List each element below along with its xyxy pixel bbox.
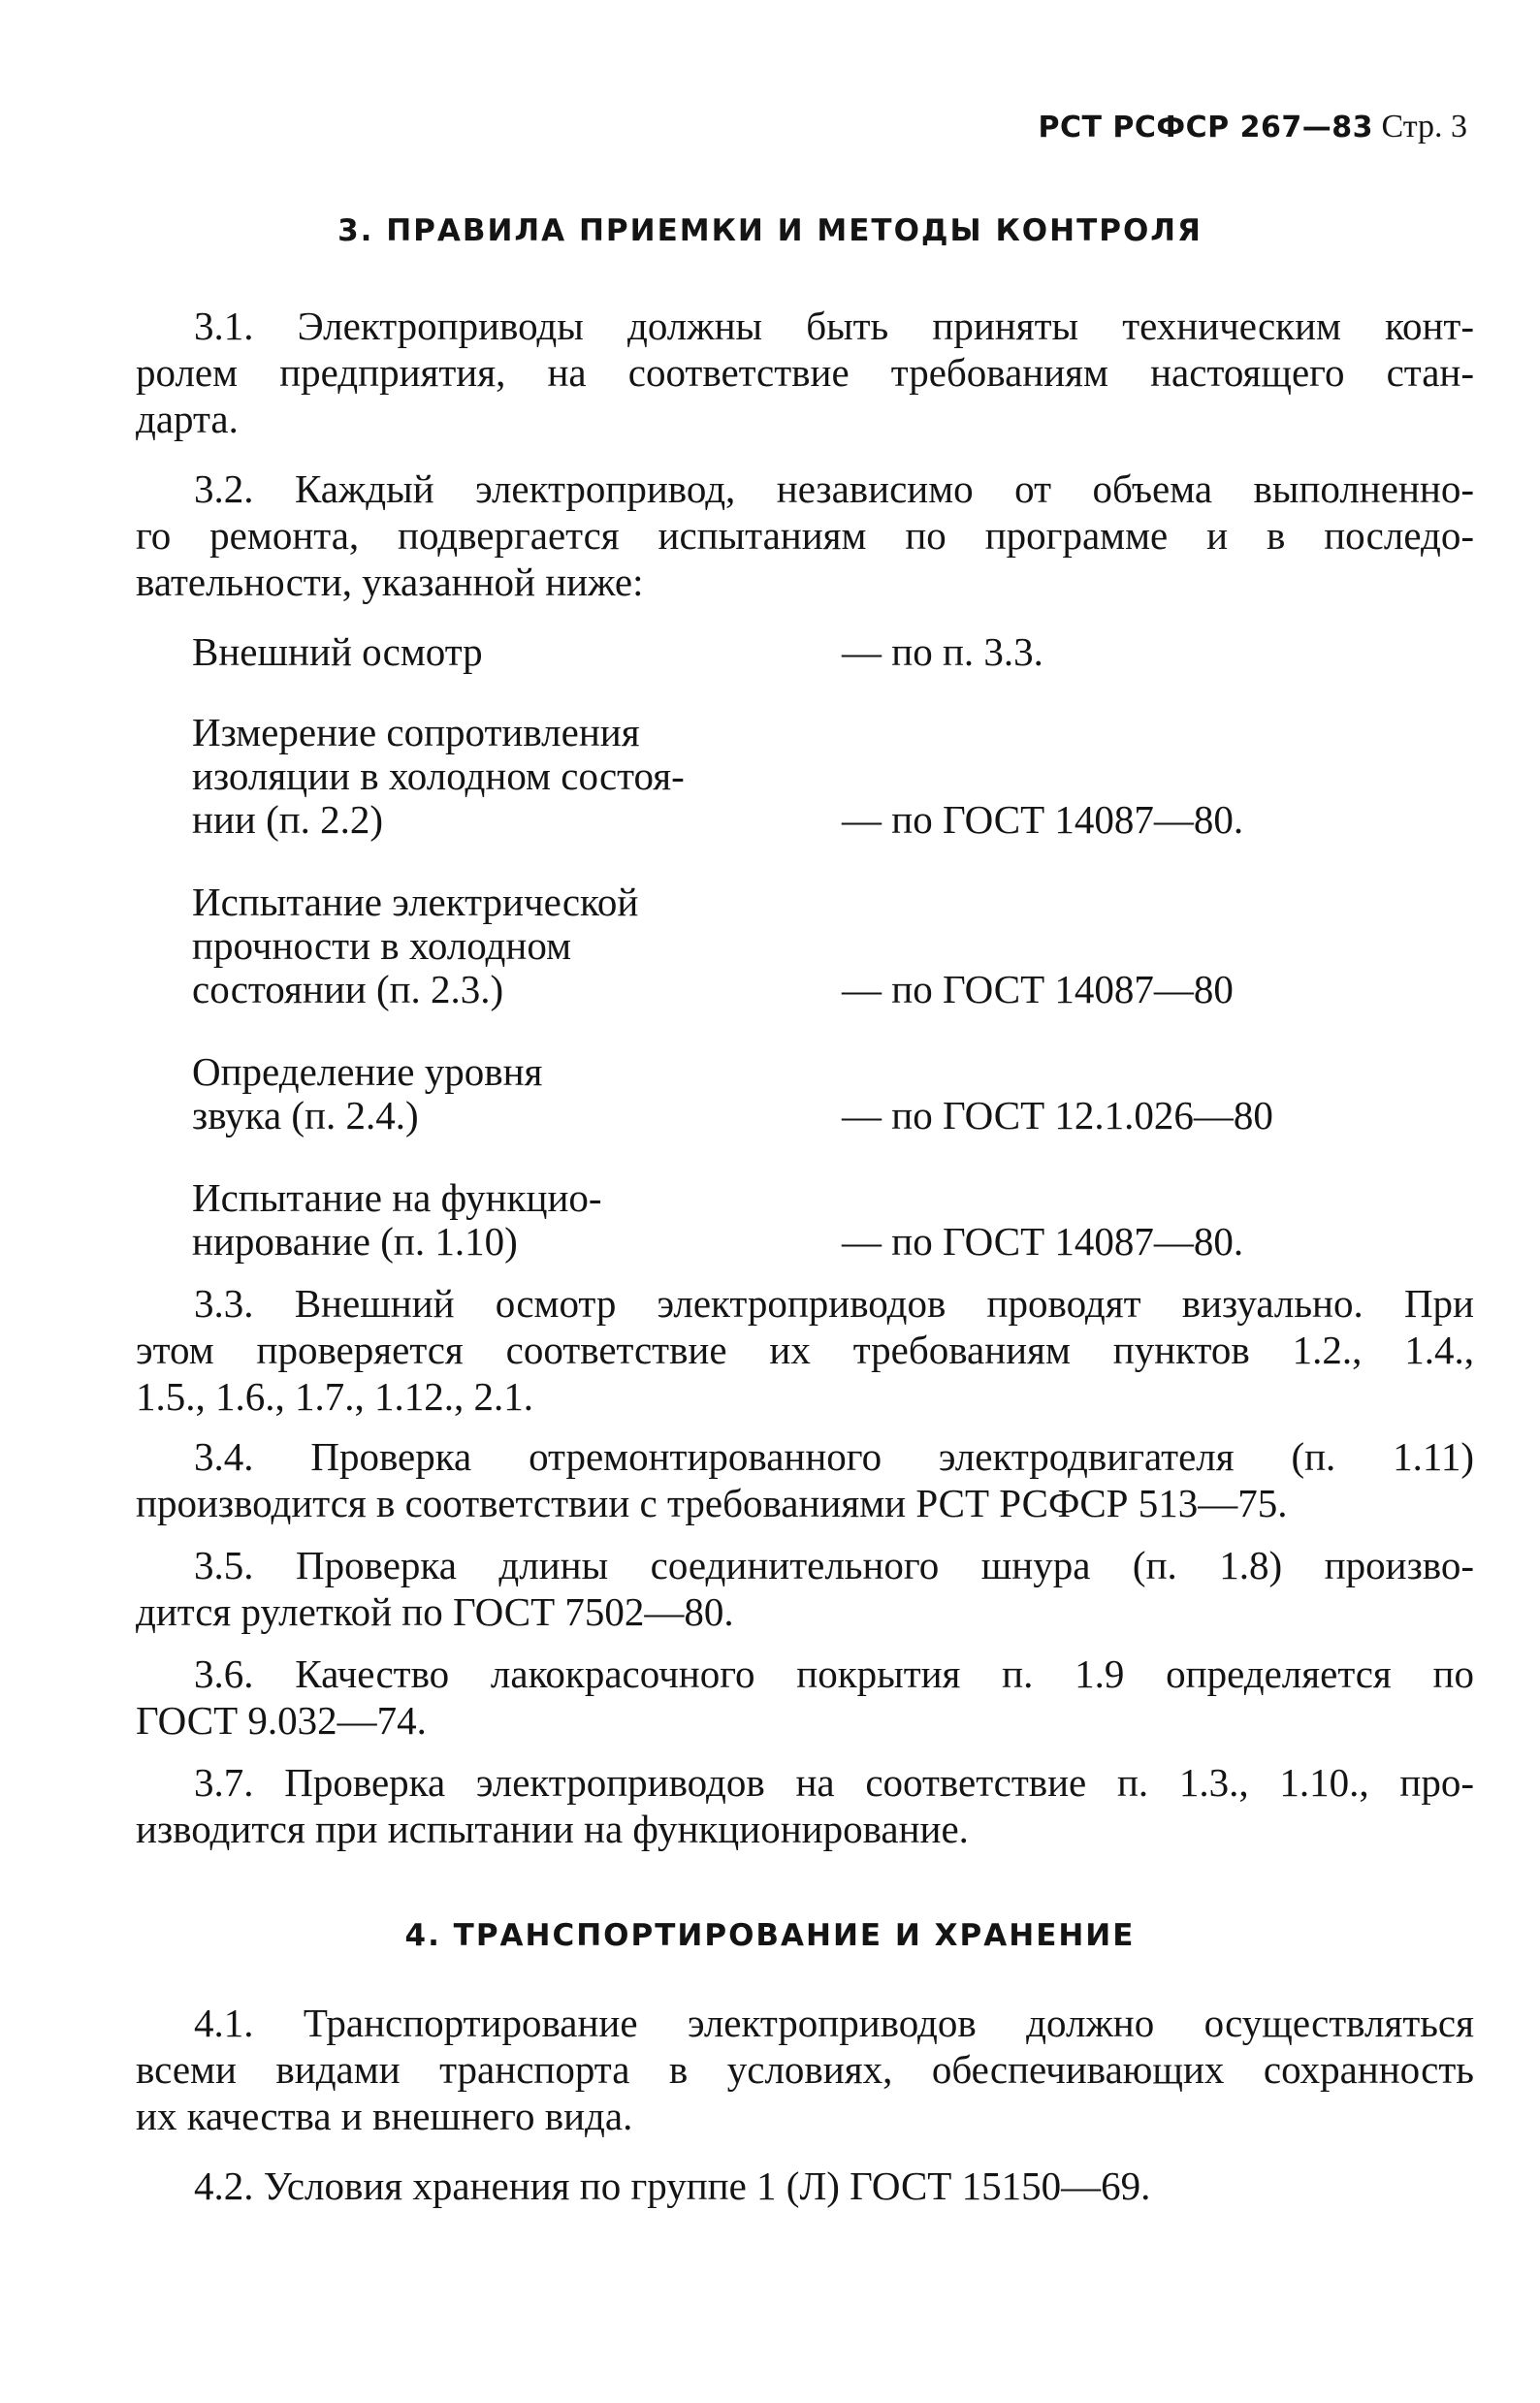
paragraph-line: вательности, указанной ниже: xyxy=(136,560,644,604)
paragraph-line: изводится при испытании на функционирование. xyxy=(136,1807,969,1851)
paragraph-3-1 xyxy=(136,303,1474,442)
paragraph-line: 4.1. Транспортирование электроприводов должно осуществляться xyxy=(194,2001,1474,2045)
paragraph-line: 3.6. Качество лакокрасочного покрытия п. 1.9 определяется по xyxy=(194,1651,1474,1696)
page-header xyxy=(1038,109,1467,145)
test-item-ref: — по ГОСТ 12.1.026—80 xyxy=(842,1093,1273,1137)
paragraph-3-4 xyxy=(136,1433,1474,1526)
paragraph-line: го ремонта, подвергается испытаниям по программе и в последо- xyxy=(136,513,1474,558)
test-label-line: нирование (п. 1.10) xyxy=(192,1219,518,1264)
test-label-line: изоляции в холодном состоя- xyxy=(192,753,685,798)
paragraph-line: 3.2. Каждый электропривод, независимо от объема выполненно- xyxy=(194,466,1474,511)
test-item-ref: — по ГОСТ 14087—80. xyxy=(842,797,1244,842)
paragraph-3-5 xyxy=(136,1542,1474,1635)
paragraph-line: 3.7. Проверка электроприводов на соответствие п. 1.3., 1.10., про- xyxy=(194,1760,1474,1805)
paragraph-line: ГОСТ 9.032—74. xyxy=(136,1698,427,1743)
paragraph-line: 4.2. Условия хранения по группе 1 (Л) ГОСТ 15150—69. xyxy=(194,2163,1151,2208)
test-label-line: нии (п. 2.2) xyxy=(192,797,384,842)
test-label-line: состоянии (п. 2.3.) xyxy=(192,967,504,1011)
test-label-line: Внешний осмотр xyxy=(192,629,483,674)
paragraph-line: 3.3. Внешний осмотр электроприводов проводят визуально. При xyxy=(194,1281,1474,1326)
paragraph-line: производится в соответствии с требованиями РСТ РСФСР 513—75. xyxy=(136,1481,1288,1525)
test-item-label xyxy=(192,881,774,1011)
paragraph-line: этом проверяется соответствие их требованиям пунктов 1.2., 1.4., xyxy=(136,1328,1474,1372)
section-3-title: 3. ПРАВИЛА ПРИЕМКИ И МЕТОДЫ КОНТРОЛЯ xyxy=(337,213,1203,248)
paragraph-3-3 xyxy=(136,1280,1474,1420)
test-label-line: Определение уровня xyxy=(192,1049,543,1094)
test-item-ref: — по ГОСТ 14087—80 xyxy=(842,967,1234,1011)
test-item-label xyxy=(192,711,774,842)
paragraph-line: всеми видами транспорта в условиях, обеспечивающих сохранность xyxy=(136,2047,1474,2092)
test-item-label xyxy=(192,1176,774,1264)
page-number: Стр. 3 xyxy=(1381,109,1467,144)
test-label-line: Испытание на функцио- xyxy=(192,1175,602,1220)
test-label-line: прочности в холодном xyxy=(192,923,572,968)
paragraph-4-1 xyxy=(136,2000,1474,2139)
paragraph-line: их качества и внешнего вида. xyxy=(136,2094,633,2138)
paragraph-3-7 xyxy=(136,1759,1474,1852)
test-item-label xyxy=(192,630,774,674)
paragraph-line: 3.5. Проверка длины соединительного шнура (п. 1.8) произво- xyxy=(194,1543,1474,1587)
test-label-line: Испытание электрической xyxy=(192,880,639,924)
paragraph-line: 3.1. Электроприводы должны быть приняты техническим конт- xyxy=(194,304,1474,348)
paragraph-line: дится рулеткой по ГОСТ 7502—80. xyxy=(136,1589,734,1634)
paragraph-3-2 xyxy=(136,465,1474,605)
paragraph-line: дарта. xyxy=(136,397,239,441)
test-item-label xyxy=(192,1050,774,1137)
section-4-title: 4. ТРАНСПОРТИРОВАНИЕ И ХРАНЕНИЕ xyxy=(404,1918,1136,1953)
paragraph-3-6 xyxy=(136,1650,1474,1744)
test-label-line: Измерение сопротивления xyxy=(192,710,640,754)
test-item-ref: — по п. 3.3. xyxy=(842,629,1043,674)
test-label-line: звука (п. 2.4.) xyxy=(192,1093,419,1137)
paragraph-line: 3.4. Проверка отремонтированного электродвигателя (п. 1.11) xyxy=(194,1434,1474,1479)
paragraph-line: 1.5., 1.6., 1.7., 1.12., 2.1. xyxy=(136,1374,533,1419)
paragraph-line: ролем предприятия, на соответствие требованиям настоящего стан- xyxy=(136,350,1474,395)
paragraph-4-2 xyxy=(136,2163,1474,2209)
standard-code: РСТ РСФСР 267—83 xyxy=(1038,111,1373,144)
test-item-ref: — по ГОСТ 14087—80. xyxy=(842,1219,1244,1264)
